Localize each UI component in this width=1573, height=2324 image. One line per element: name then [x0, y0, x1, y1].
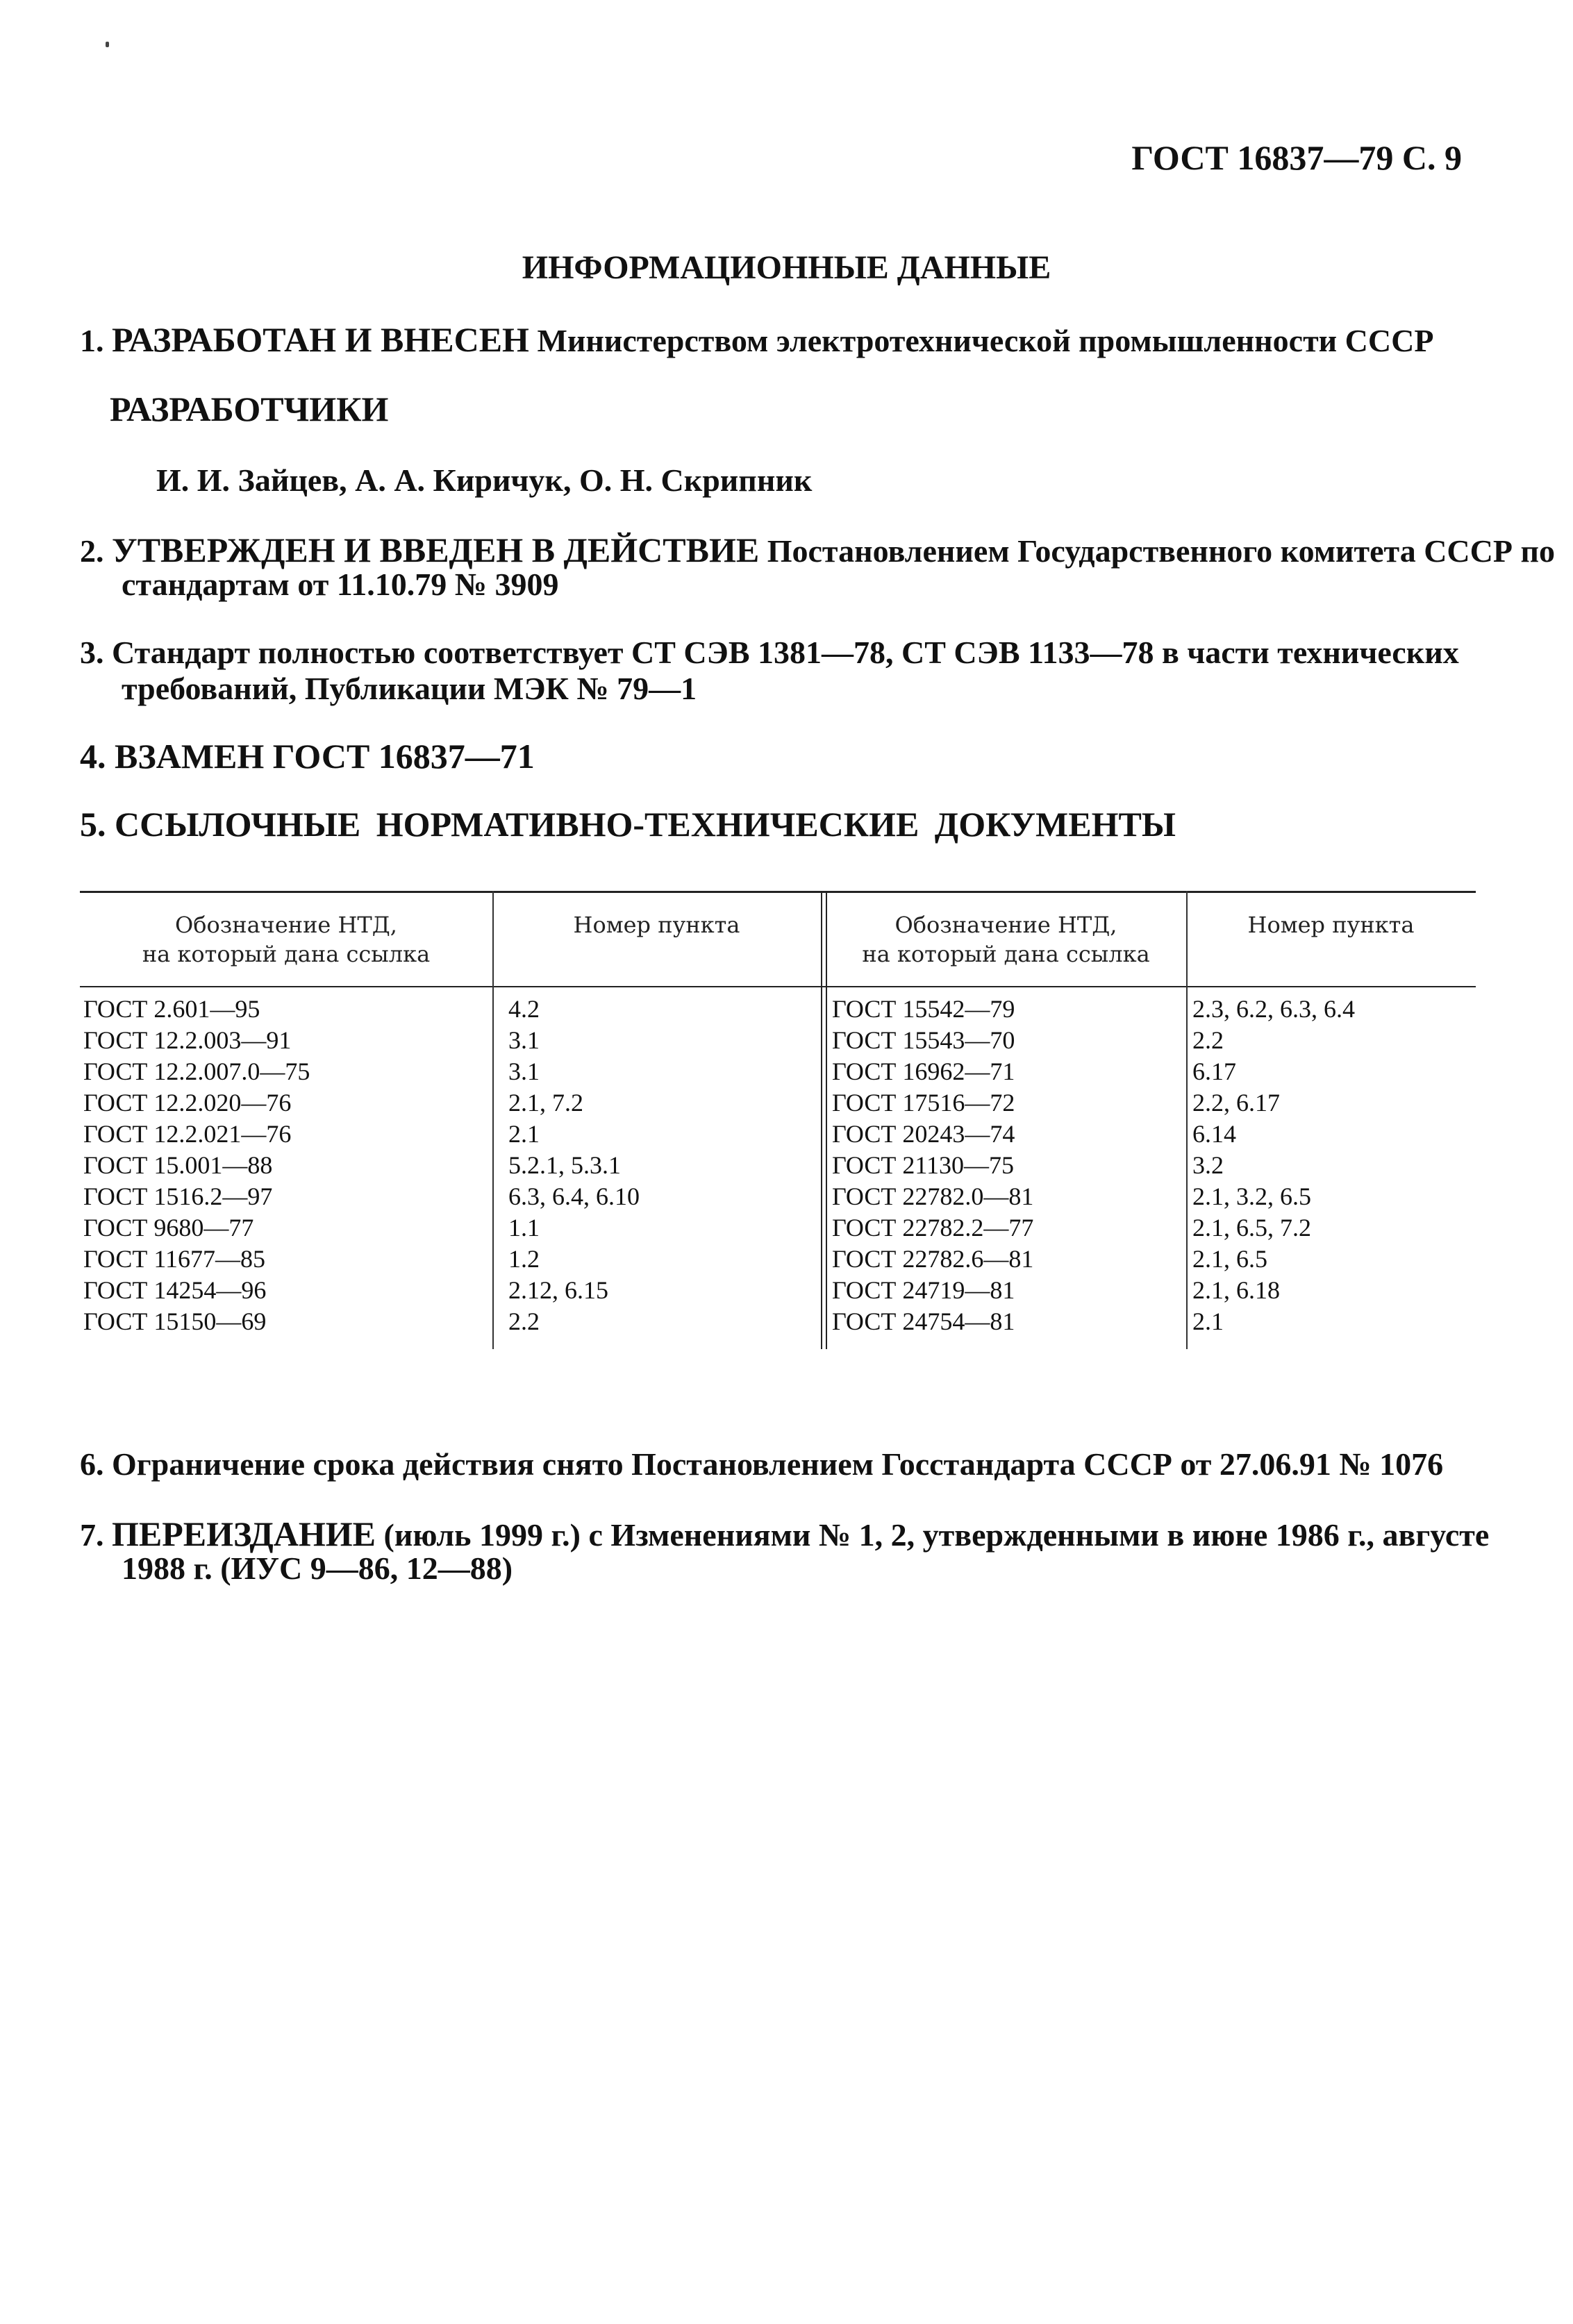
item-7-number: 7. [80, 1517, 104, 1553]
table-cell: ГОСТ 24719—81 [832, 1276, 1015, 1304]
item-2-continuation: стандартам от 11.10.79 № 3909 [122, 567, 559, 602]
page-header: ГОСТ 16837—79 С. 9 [1131, 138, 1462, 177]
header-clause-right: Номер пункта [1247, 912, 1415, 938]
table-cell: ГОСТ 9680—77 [83, 1214, 254, 1242]
developers-names: И. И. Зайцев, А. А. Киричук, О. Н. Скрипник [156, 462, 813, 498]
table-divider [1186, 891, 1188, 1349]
table-cell: 3.1 [508, 1026, 540, 1054]
table-cell: 2.1, 6.5, 7.2 [1192, 1214, 1311, 1242]
item-3-number: 3. [80, 635, 104, 670]
table-cell: 6.3, 6.4, 6.10 [508, 1182, 640, 1210]
item-1-number: 1. [80, 323, 104, 358]
header-doc-left-line1: Обозначение НТД, [175, 912, 397, 938]
table-cell: 2.1 [1192, 1307, 1224, 1335]
scan-speck [106, 42, 109, 47]
table-cell: ГОСТ 24754—81 [832, 1307, 1015, 1335]
table-cell: 2.1, 6.18 [1192, 1276, 1280, 1304]
item-3-continuation: требований, Публикации МЭК № 79—1 [122, 671, 697, 706]
table-cell: ГОСТ 22782.2—77 [832, 1214, 1034, 1242]
table-cell: 2.2 [1192, 1026, 1224, 1054]
header-doc-left [80, 910, 492, 969]
table-cell: ГОСТ 15.001—88 [83, 1151, 273, 1179]
table-cell: ГОСТ 15542—79 [832, 995, 1015, 1023]
item-4 [80, 736, 535, 776]
table-cell: 2.1, 6.5 [1192, 1245, 1267, 1273]
table-cell: 2.3, 6.2, 6.3, 6.4 [1192, 995, 1355, 1023]
item-1-lead: РАЗРАБОТАН И ВНЕСЕН [112, 320, 529, 359]
table-header-rule [80, 986, 1476, 987]
item-7-text: (июль 1999 г.) с Изменениями № 1, 2, утвержденными в июне 1986 г., августе [383, 1517, 1490, 1553]
table-cell: ГОСТ 1516.2—97 [83, 1182, 273, 1210]
col-clause-left [508, 994, 640, 1337]
table-cell: ГОСТ 12.2.020—76 [83, 1089, 292, 1117]
col-doc-left [83, 994, 310, 1337]
table-cell: ГОСТ 15543—70 [832, 1026, 1015, 1054]
table-cell: 1.1 [508, 1214, 540, 1242]
item-6-number: 6. [80, 1446, 104, 1482]
table-divider [492, 891, 494, 1349]
table-cell: 2.2 [508, 1307, 540, 1335]
table-cell: 6.17 [1192, 1057, 1236, 1085]
col-doc-right [832, 994, 1033, 1337]
item-6 [80, 1446, 1443, 1482]
item-7-continuation: 1988 г. (ИУС 9—86, 12—88) [122, 1550, 513, 1586]
item-2 [80, 530, 1555, 570]
item-2-lead: УТВЕРЖДЕН И ВВЕДЕН В ДЕЙСТВИЕ [112, 530, 760, 569]
table-cell: 2.1, 7.2 [508, 1089, 583, 1117]
table-cell: 3.2 [1192, 1151, 1224, 1179]
table-cell: 6.14 [1192, 1120, 1236, 1148]
table-cell: ГОСТ 22782.0—81 [832, 1182, 1034, 1210]
item-7 [80, 1514, 1489, 1554]
table-divider-double [821, 891, 822, 1349]
table-cell: 2.2, 6.17 [1192, 1089, 1280, 1117]
table-cell: 1.2 [508, 1245, 540, 1273]
item-4-text: ВЗАМЕН ГОСТ 16837—71 [115, 737, 535, 776]
references-table [80, 891, 1476, 1349]
item-5-text: ССЫЛОЧНЫЕ НОРМАТИВНО-ТЕХНИЧЕСКИЕ ДОКУМЕНТЫ [115, 805, 1176, 844]
item-5-number: 5. [80, 805, 106, 844]
item-3 [80, 634, 1459, 671]
item-7-lead: ПЕРЕИЗДАНИЕ [112, 1514, 376, 1553]
table-cell: ГОСТ 15150—69 [83, 1307, 267, 1335]
header-clause-left: Номер пункта [573, 912, 740, 938]
header-doc-right-line2: на который дана ссылка [862, 941, 1150, 967]
table-cell: 2.1, 3.2, 6.5 [1192, 1182, 1311, 1210]
header-doc-right [826, 910, 1186, 969]
table-cell: ГОСТ 12.2.003—91 [83, 1026, 292, 1054]
item-6-text: Ограничение срока действия снято Постановлением Госстандарта СССР от 27.06.91 № 1076 [112, 1446, 1444, 1482]
table-cell: 4.2 [508, 995, 540, 1023]
item-1-text: Министерством электротехнической промышленности СССР [537, 323, 1434, 358]
table-cell: ГОСТ 12.2.007.0—75 [83, 1057, 310, 1085]
item-2-number: 2. [80, 533, 104, 569]
item-1 [80, 319, 1433, 360]
table-cell: ГОСТ 20243—74 [832, 1120, 1015, 1148]
item-3-text: Стандарт полностью соответствует СТ СЭВ 1381—78, СТ СЭВ 1133—78 в части технических [112, 635, 1459, 670]
header-doc-left-line2: на который дана ссылка [142, 941, 431, 967]
table-cell: ГОСТ 11677—85 [83, 1245, 266, 1273]
table-cell: ГОСТ 22782.6—81 [832, 1245, 1034, 1273]
table-cell: 5.2.1, 5.3.1 [508, 1151, 621, 1179]
header-doc-right-line1: Обозначение НТД, [894, 912, 1117, 938]
table-cell: 2.1 [508, 1120, 540, 1148]
col-clause-right [1192, 994, 1355, 1337]
table-cell: ГОСТ 2.601—95 [83, 995, 260, 1023]
developers-label: РАЗРАБОТЧИКИ [110, 390, 389, 428]
item-4-number: 4. [80, 737, 106, 776]
table-cell: ГОСТ 14254—96 [83, 1276, 267, 1304]
item-5 [80, 804, 1176, 844]
table-cell: ГОСТ 16962—71 [832, 1057, 1015, 1085]
item-2-text: Постановлением Государственного комитета СССР по [767, 533, 1555, 569]
table-cell: ГОСТ 12.2.021—76 [83, 1120, 292, 1148]
table-cell: 2.12, 6.15 [508, 1276, 608, 1304]
table-top-rule [80, 891, 1476, 893]
table-cell: ГОСТ 17516—72 [832, 1089, 1015, 1117]
table-cell: 3.1 [508, 1057, 540, 1085]
section-title: ИНФОРМАЦИОННЫЕ ДАННЫЕ [522, 249, 1051, 286]
table-cell: ГОСТ 21130—75 [832, 1151, 1015, 1179]
